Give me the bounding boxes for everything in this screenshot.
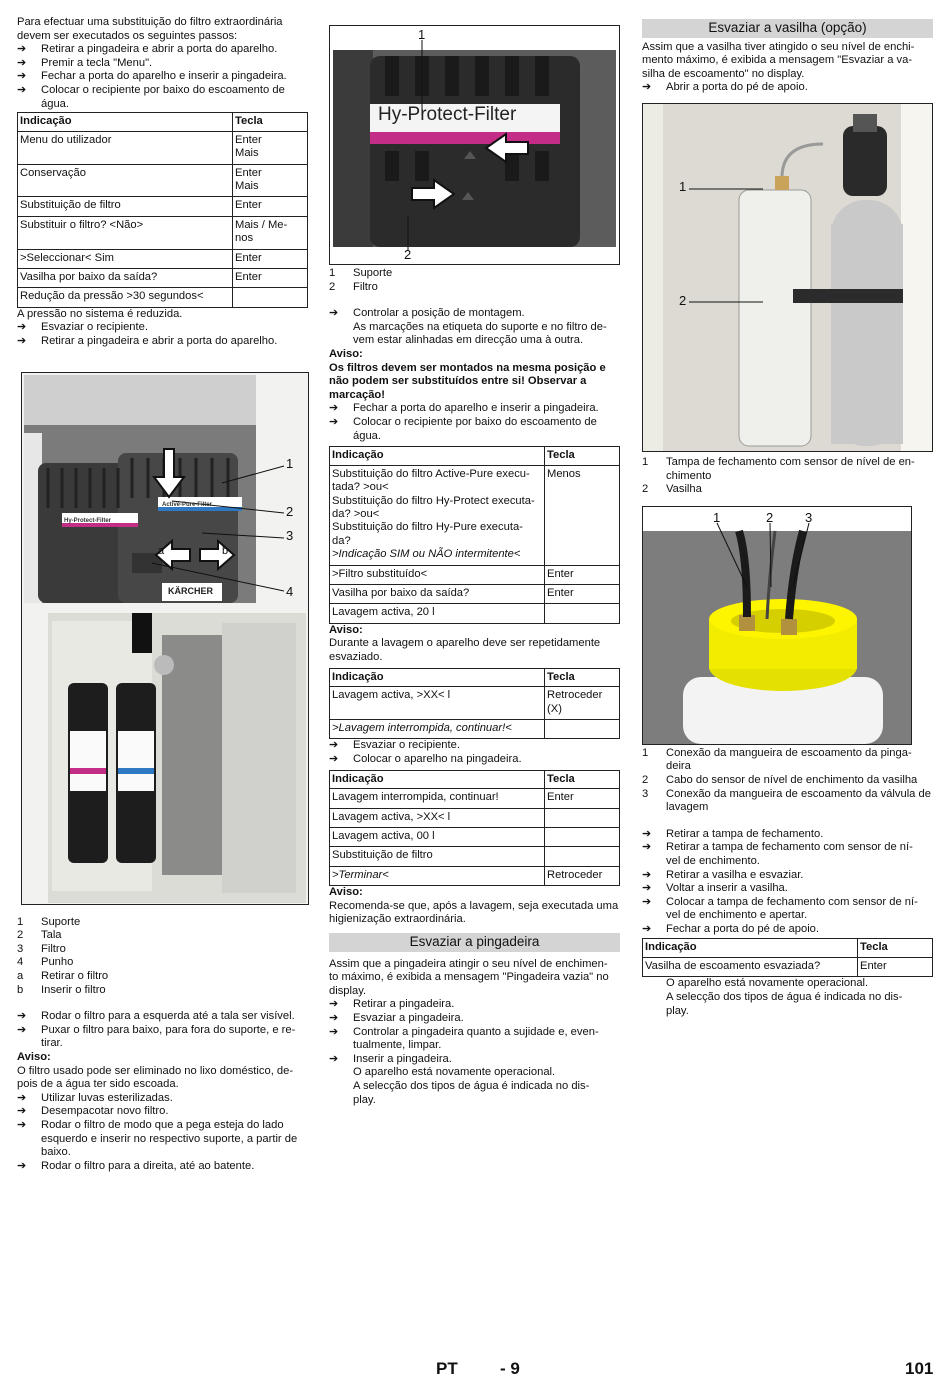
table-row bbox=[18, 164, 308, 197]
table-row bbox=[330, 584, 620, 603]
callout-b: b bbox=[222, 544, 229, 557]
step: ➔ Colocar o recipiente por baixo do escoamento de água. bbox=[17, 84, 308, 111]
aviso-text: Durante a lavagem o aparelho deve ser repetidamente esvaziado. bbox=[329, 637, 601, 663]
step: ➔ Esvaziar a pingadeira. bbox=[329, 1012, 620, 1026]
legend-item: a Retirar o filtro bbox=[17, 969, 109, 982]
table-row bbox=[330, 847, 620, 866]
table-header-row bbox=[330, 447, 620, 466]
hy-protect-label: Hy-Protect-Filter bbox=[64, 517, 112, 524]
step: ➔ Colocar a tampa de fechamento com sensor de ní- vel de enchimento e apertar. bbox=[642, 896, 933, 923]
figure-legend bbox=[17, 916, 308, 998]
result-text: A pressão no sistema é reduzida. bbox=[17, 307, 183, 320]
table-row bbox=[330, 687, 620, 720]
table-cell: >Seleccionar< Sim bbox=[18, 249, 233, 268]
step-note: O aparelho está novamente operacional. bbox=[353, 1066, 556, 1079]
callout-2: 2 bbox=[404, 247, 412, 262]
table-header-row bbox=[643, 939, 933, 958]
callout-4: 4 bbox=[286, 583, 294, 599]
step: ➔ Colocar o recipiente por baixo do escoamento de água. bbox=[329, 416, 620, 443]
callout-2: 2 bbox=[766, 509, 774, 525]
legend-item: 2 Cabo do sensor de nível de enchimento da vasilha bbox=[642, 773, 918, 786]
step-note: A selecção dos tipos de água é indicada no dis- play. bbox=[666, 991, 903, 1017]
step: ➔ Controlar a pingadeira quanto a sujidade e, even- tualmente, limpar. bbox=[329, 1026, 620, 1053]
container-table bbox=[642, 938, 933, 977]
legend-item: 1 Tampa de fechamento com sensor de nível de en- chimento bbox=[642, 455, 915, 482]
filter-replacement-illustration bbox=[22, 373, 308, 904]
table-cell: Menos bbox=[545, 465, 620, 565]
legend-item: b Inserir o filtro bbox=[17, 983, 106, 996]
step: ➔ Puxar o filtro para baixo, para fora do suporte, e re- tirar. bbox=[17, 1024, 308, 1051]
step: ➔ Retirar a pingadeira. bbox=[329, 998, 620, 1012]
rinse-table bbox=[329, 668, 620, 740]
table-row bbox=[18, 249, 308, 268]
table-row bbox=[330, 866, 620, 885]
table-cell: Lavagem activa, 20 l bbox=[330, 604, 545, 623]
aviso-title: Aviso: bbox=[329, 347, 363, 360]
figure-legend bbox=[642, 747, 933, 815]
table-cell: Enter bbox=[545, 565, 620, 584]
table-cell bbox=[233, 288, 308, 307]
callout-1: 1 bbox=[286, 455, 294, 471]
table-cell: Enter bbox=[233, 269, 308, 288]
table-cell: Menu do utilizador bbox=[18, 131, 233, 164]
step: ➔ Rodar o filtro para a direita, até ao batente. bbox=[17, 1160, 308, 1174]
step: ➔ Fechar a porta do aparelho e inserir a pingadeira. bbox=[329, 402, 620, 416]
column-3 bbox=[642, 19, 933, 1018]
footer-language: PT bbox=[436, 1359, 458, 1378]
step: ➔ Retirar a tampa de fechamento com sensor de ní- vel de enchimento. bbox=[642, 841, 933, 868]
table-cell: Lavagem activa, >XX< l bbox=[330, 808, 545, 827]
step: ➔ Utilizar luvas esterilizadas. bbox=[17, 1092, 308, 1106]
legend-item: 1 Conexão da mangueira de escoamento da pinga- deira bbox=[642, 746, 912, 773]
table-row bbox=[330, 827, 620, 846]
karcher-logo-label: KÄRCHER bbox=[168, 585, 213, 596]
legend-item: 2 Filtro bbox=[329, 280, 378, 293]
table-cell: Redução da pressão >30 segundos< bbox=[18, 288, 233, 307]
table-header-row bbox=[330, 770, 620, 789]
table-header: Indicação bbox=[330, 447, 545, 466]
step: ➔ Inserir a pingadeira. bbox=[329, 1053, 620, 1067]
legend-item: 3 Conexão da mangueira de escoamento da válvula de lavagem bbox=[642, 787, 931, 814]
step: ➔ Retirar a tampa de fechamento. bbox=[642, 828, 933, 842]
section-intro: Assim que a vasilha tiver atingido o seu nível de enchi- mento máximo, é exibida a mensagem "Esvaziar a va- silha de escoamento" no display. bbox=[642, 40, 915, 80]
table-header: Tecla bbox=[233, 113, 308, 132]
table-header: Tecla bbox=[858, 939, 933, 958]
intro-text: Para efectuar uma substituição do filtro extraordinária devem ser executados os seguintes passos: bbox=[17, 16, 283, 42]
callout-2: 2 bbox=[679, 292, 687, 308]
table-row bbox=[330, 789, 620, 808]
legend-item: 2 Vasilha bbox=[642, 483, 702, 496]
table-header-row bbox=[330, 668, 620, 687]
step-note: A selecção dos tipos de água é indicada no dis- play. bbox=[353, 1079, 590, 1106]
step: ➔ Rodar o filtro para a esquerda até a tala ser visível. bbox=[17, 1010, 308, 1024]
table-row bbox=[330, 465, 620, 565]
table-row bbox=[330, 565, 620, 584]
hy-protect-illustration bbox=[330, 26, 619, 264]
cap-illustration bbox=[643, 507, 911, 744]
callout-3: 3 bbox=[286, 527, 294, 543]
section-intro: Assim que a pingadeira atingir o seu nível de enchimen- to máximo, é exibida a mensagem "Pingadeira vazia" no display. bbox=[329, 957, 609, 997]
table-cell: Vasilha por baixo da saída? bbox=[18, 269, 233, 288]
table-cell: Substituir o filtro? <Não> bbox=[18, 216, 233, 249]
callout-3: 3 bbox=[805, 509, 813, 525]
table-cell bbox=[545, 827, 620, 846]
rinse-continue-table bbox=[329, 770, 620, 887]
table-cell: Lavagem activa, 00 l bbox=[330, 827, 545, 846]
callout-1: 1 bbox=[418, 27, 426, 42]
table-header: Indicação bbox=[330, 668, 545, 687]
table-header: Indicação bbox=[18, 113, 233, 132]
step: ➔ Voltar a inserir a vasilha. bbox=[642, 882, 933, 896]
table-cell: Retroceder (X) bbox=[545, 687, 620, 720]
step: ➔ Retirar a pingadeira e abrir a porta do aparelho. bbox=[17, 335, 308, 349]
step: ➔ Fechar a porta do aparelho e inserir a pingadeira. bbox=[17, 70, 308, 84]
table-row bbox=[18, 197, 308, 216]
aviso-text: Os filtros devem ser montados na mesma posição e não podem ser substituídos entre si! Observar a marcação! bbox=[329, 361, 606, 401]
table-cell: Enter bbox=[233, 249, 308, 268]
legend-item: 2 Tala bbox=[17, 929, 62, 942]
table-header: Indicação bbox=[643, 939, 858, 958]
step: ➔ Esvaziar o recipiente. bbox=[329, 739, 620, 753]
table-cell: Enter bbox=[545, 789, 620, 808]
table-cell: >Terminar< bbox=[330, 866, 545, 885]
table-row bbox=[643, 958, 933, 977]
table-cell bbox=[545, 808, 620, 827]
filter-confirm-table bbox=[329, 446, 620, 624]
aviso-title: Aviso: bbox=[329, 623, 363, 636]
aviso-title: Aviso: bbox=[17, 1050, 51, 1063]
aviso-title: Aviso: bbox=[329, 886, 363, 899]
section-heading: Esvaziar a pingadeira bbox=[329, 933, 620, 952]
table-cell: Retroceder bbox=[545, 866, 620, 885]
table-cell bbox=[545, 847, 620, 866]
table-cell: Enter Mais bbox=[233, 164, 308, 197]
table-row bbox=[18, 131, 308, 164]
table-cell: Enter bbox=[233, 197, 308, 216]
container-illustration bbox=[643, 104, 932, 451]
footer-page-number: 101 bbox=[905, 1359, 934, 1378]
cap-figure bbox=[642, 506, 912, 745]
footer-local-page: - 9 bbox=[500, 1359, 520, 1378]
table-cell: Vasilha por baixo da saída? bbox=[330, 584, 545, 603]
step: ➔ Abrir a porta do pé de apoio. bbox=[642, 81, 933, 95]
table-header: Indicação bbox=[330, 770, 545, 789]
table-cell: Mais / Me- nos bbox=[233, 216, 308, 249]
callout-2: 2 bbox=[286, 503, 294, 519]
table-header: Tecla bbox=[545, 770, 620, 789]
step: ➔ Fechar a porta do pé de apoio. bbox=[642, 923, 933, 937]
table-cell: Conservação bbox=[18, 164, 233, 197]
step: ➔ Controlar a posição de montagem. bbox=[329, 307, 620, 321]
callout-1: 1 bbox=[713, 509, 721, 525]
step: ➔ Esvaziar o recipiente. bbox=[17, 321, 308, 335]
active-pure-label: Active-Pure-Filter bbox=[162, 501, 213, 508]
legend-item: 1 Suporte bbox=[329, 267, 393, 279]
column-2 bbox=[329, 25, 620, 1107]
step: ➔ Rodar o filtro de modo que a pega esteja do lado esquerdo e inserir no respectivo suporte, a partir de baixo. bbox=[17, 1119, 308, 1160]
step-note: O aparelho está novamente operacional. bbox=[666, 977, 869, 990]
table-cell bbox=[545, 604, 620, 623]
legend-item: 1 Suporte bbox=[17, 915, 81, 928]
step-note: As marcações na etiqueta do suporte e no filtro de- vem estar alinhadas em direcção uma à outra. bbox=[353, 320, 607, 347]
filter-replacement-figure bbox=[21, 372, 309, 905]
figure-legend bbox=[329, 267, 620, 294]
legend-item: 4 Punho bbox=[17, 956, 74, 969]
section-heading: Esvaziar a vasilha (opção) bbox=[642, 19, 933, 38]
table-cell: Enter bbox=[858, 958, 933, 977]
table-cell: Substituição do filtro Active-Pure execu- tada? >ou< Substituição do filtro Hy-Protect executa- da? >ou< Substituição do filtro Hy-Pure executa- da? >Indicação SIM ou NÃO intermitente< bbox=[330, 465, 545, 565]
hy-protect-figure bbox=[329, 25, 620, 265]
table-cell: Vasilha de escoamento esvaziada? bbox=[643, 958, 858, 977]
menu-table bbox=[17, 112, 308, 308]
table-cell: Enter bbox=[545, 584, 620, 603]
table-cell: Substituição de filtro bbox=[330, 847, 545, 866]
aviso-text: O filtro usado pode ser eliminado no lixo doméstico, de- pois de a água ter sido escoada. bbox=[17, 1064, 294, 1091]
table-cell: Substituição de filtro bbox=[18, 197, 233, 216]
table-cell: Enter Mais bbox=[233, 131, 308, 164]
step: ➔ Colocar o aparelho na pingadeira. bbox=[329, 753, 620, 767]
table-row bbox=[18, 288, 308, 307]
step: ➔ Retirar a pingadeira e abrir a porta do aparelho. bbox=[17, 43, 308, 57]
table-cell: >Filtro substituído< bbox=[330, 565, 545, 584]
step: ➔ Retirar a vasilha e esvaziar. bbox=[642, 869, 933, 883]
callout-1: 1 bbox=[679, 178, 687, 194]
legend-item: 3 Filtro bbox=[17, 942, 66, 955]
hy-protect-label: Hy-Protect-Filter bbox=[378, 104, 517, 125]
callout-a: a bbox=[158, 544, 165, 557]
step: ➔ Desempacotar novo filtro. bbox=[17, 1105, 308, 1119]
figure-legend bbox=[642, 456, 933, 497]
table-row bbox=[330, 719, 620, 738]
table-row bbox=[330, 604, 620, 623]
table-cell: >Lavagem interrompida, continuar!< bbox=[330, 719, 545, 738]
table-row bbox=[18, 269, 308, 288]
table-row bbox=[18, 216, 308, 249]
table-row bbox=[330, 808, 620, 827]
step: ➔ Premir a tecla "Menu". bbox=[17, 57, 308, 71]
table-cell: Lavagem activa, >XX< l bbox=[330, 687, 545, 720]
column-1 bbox=[17, 16, 308, 1173]
table-header: Tecla bbox=[545, 447, 620, 466]
table-cell: Lavagem interrompida, continuar! bbox=[330, 789, 545, 808]
table-header-row bbox=[18, 113, 308, 132]
table-header: Tecla bbox=[545, 668, 620, 687]
table-cell bbox=[545, 719, 620, 738]
aviso-text: Recomenda-se que, após a lavagem, seja executada uma higienização extraordinária. bbox=[329, 899, 619, 926]
container-figure bbox=[642, 103, 933, 452]
